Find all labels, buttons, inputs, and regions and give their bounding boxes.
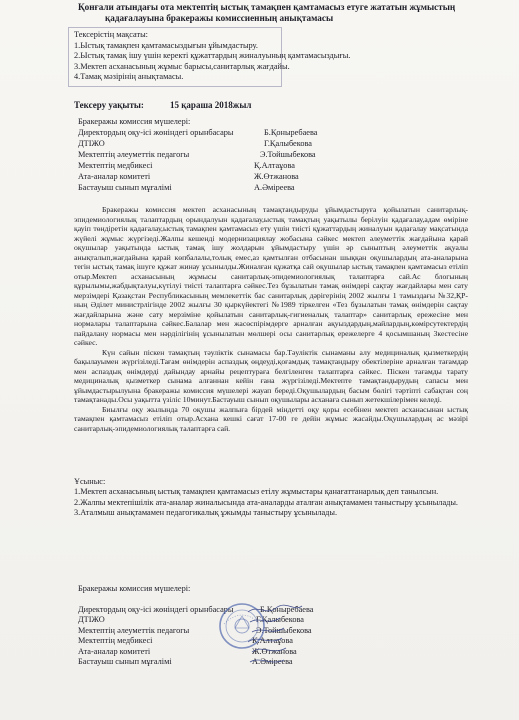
- document-title-line-1: Қонғали атындағы ота мектептің ыстық тамақпен қамтамасыз етуге жататын жұмыстың: [78, 2, 456, 12]
- commission-member: ДТІЖО Г.Қалыбекова: [78, 139, 312, 148]
- commission-member: Ата-аналар комитеті Ж.Өтжанова: [78, 172, 299, 181]
- signature-member: Бастауыш сынып мұғалімі А.Әміреева: [78, 656, 293, 666]
- handwritten-signatures-icon: [246, 604, 306, 668]
- signature-member: ДТІЖО Г.Қалыбекова: [78, 615, 304, 625]
- signature-member: Мектептің әлеуметтік педагогы Э.Тойшыбекова: [78, 625, 312, 635]
- goal-item: 2.Ыстық тамақ ішу үшін керекті құжаттардың жиналуының қамтамасыздығы.: [74, 51, 351, 60]
- signature-member: Директордың оқу-ісі жөніндегі орынбасары Б.Қоныребаева: [78, 605, 314, 614]
- recommendation-item: 2.Жалпы мектепішілік ата-аналар жиналысында ата-аналарды аталған анықтамамен таныстыру ұсынылады.: [74, 497, 458, 507]
- commission-member: Мектептің медбикесі Қ.Алтаұова: [78, 161, 295, 170]
- commission-member: Бастауыш сынып мұғалімі А.Әміреева: [78, 183, 295, 192]
- inspection-date-value: 15 қараша 2018жыл: [170, 100, 252, 110]
- signature-heading: Бракеражы комиссия мүшелері:: [78, 584, 191, 593]
- report-paragraph: Бракеражы комиссия мектеп асханасының тамақтандыруды ұйымдастыруға қойылатын санитарлық-эпидемиологиялық талаптардың орындалуын қадағалау,ыстық тамақтың уақытылы берілуін қадағалау,адам өміріне қауіп төндіретін қадағалау,ыстық тамақпен қамтамасыз ету үшін тиісті құжаттардың жиналуын қадағалау мақсатында жүйелі жұмыс жүргізеді.Жалпы кешенді модернизациялау жобасына сәйкес мектеп әлеуметтік жағдайына қарай оқушылар уақытында ыстық тамақ ішу жолдарын ұйымдастыру үшін әр сыныптың әлеуметтік ақуалы анықталып,жағдайына қарай көпбалалы,толық емес,аз қамтылған отбасынан шыққан оқушылардың ата-аналарына тегін ыстық тамақ ішуге құжат жинау ұсынылды.Жиналған құжатқа сай оқушылар ыстық тамақпен қамтамасыз етіліп отыр.Мектеп асханасының жұмысы санитарлық-эпидемиологиялық талаптарға сай.Ас блогының құрылымы,жабдықталуы,күтілуі тиісті талаптарға сәйкес.Тез бұзылатын тамақ өнімдері сақтау жағдайлары мен сату мерзімдері Қазақстан Республикасының мемлекеттік бас санитарлық дәрігерінің 2002 жылғы 1 тамыздағы №32,ҚР-ның Әділет министрлігінде 2002 жылғы 30 қыркүйектегі №1989 тіркелген «Тез бұзылатын тамақ өнімдерін сақтау жағдайларына және сату мерзіміне қойылатын санитарлық-гигиеналық талаптар» санитарлық ережесіне мен нормалары талаптарына сәйкес.Балалар мен жасөспірімдерге арналған ақуыздардың,майлардың,көмірсутектердің пайдалану нормасы мен нәрділігінің ұсынылатын мөлшері осы санитарлық ережелерге 4 қосымшаның 3кестесіне сәйкес.: [74, 205, 468, 347]
- report-paragraph: Биылғы оқу жылында 70 оқушы жалпыға бірдей міндетті оқу қоры есебінен мектеп асханасынан ыстық тамақпен қамтамасыз етіліп отыр.Асхана кешкі сағат 17-00 ге дейін жұмыс жасайды.Оқушылардың ас мәзірі санитарлық-эпидемиологиялық талаптарға сай.: [74, 404, 468, 433]
- inspection-date-label: Тексеру уақыты:: [74, 100, 144, 110]
- signature-member: Ата-аналар комитеті Ж.Өтжанова: [78, 646, 297, 656]
- goals-heading: Тексерістің мақсаты:: [74, 30, 148, 39]
- commission-member: Мектептің әлеуметтік педагогы Э.Тойшыбекова: [78, 150, 316, 159]
- document-title-line-2: қадағалауына бракеражы комиссиенның анықтамасы: [105, 13, 334, 23]
- goal-item: 1.Ыстық тамақпен қамтамасыздығын ұйымдастыру.: [74, 40, 258, 50]
- commission-member: Директордың оқу-ісі жөніндегі орынбасары Б.Қоныребаева: [78, 128, 318, 137]
- commission-list: [78, 117, 478, 194]
- inspection-goals: [74, 30, 350, 83]
- recommendations-heading: Ұсыныс:: [74, 477, 106, 486]
- report-paragraph: Күн сайын піскен тамақтың тәуліктік сынамасы бар.Тәуліктік сынаманы алу медициналық қызметкердің бақылауымен жүргізіледі.Тағам өнімдерін аспаздық өңдеуді,қоғамдық тамақтандыру обектілеріне арналған тағамдар мен аспаздық өнімдерді дайындау арнайы рецептураға белгіленген талаптарға сәйкес. Піскен тағамды тарату медициналық қызметкер сынама алғаннан кейін ғана жүргізіледі.Мектепте тамақтандырудың сапасы мен ұйымдастырылуына бракеражы комиссия мүшелері жауап береді.Оқушылардың басым бөлігі тәртіпті сабақтан соң тамақтанады.Осы уақытта үзіліс 10минут.Бастауыш сынып оқушылары асханаға сынып жетекшілерімен келеді.: [74, 347, 468, 404]
- commission-heading: Бракеражы комиссия мүшелері:: [78, 117, 191, 126]
- recommendation-item: 3.Аталмыш анықтамамен педагогикалық ұжымды таныстыру ұсынылады.: [74, 508, 338, 518]
- signature-member: Мектептің медбикесі Қ.Алтаұова: [78, 636, 293, 646]
- goal-item: 3.Мектеп асханасының жұмыс барысы,санитарлық жағдайы.: [74, 61, 290, 71]
- goal-item: 4.Тамақ мәзірінің анықтамасы.: [74, 72, 184, 81]
- recommendation-item: 1.Мектеп асханасының ыстық тамақпен қамтамасыз етілу жұмыстары қанағаттанарлық деп танылсын.: [74, 487, 439, 497]
- recommendations: [74, 477, 458, 519]
- report-body: [74, 205, 468, 433]
